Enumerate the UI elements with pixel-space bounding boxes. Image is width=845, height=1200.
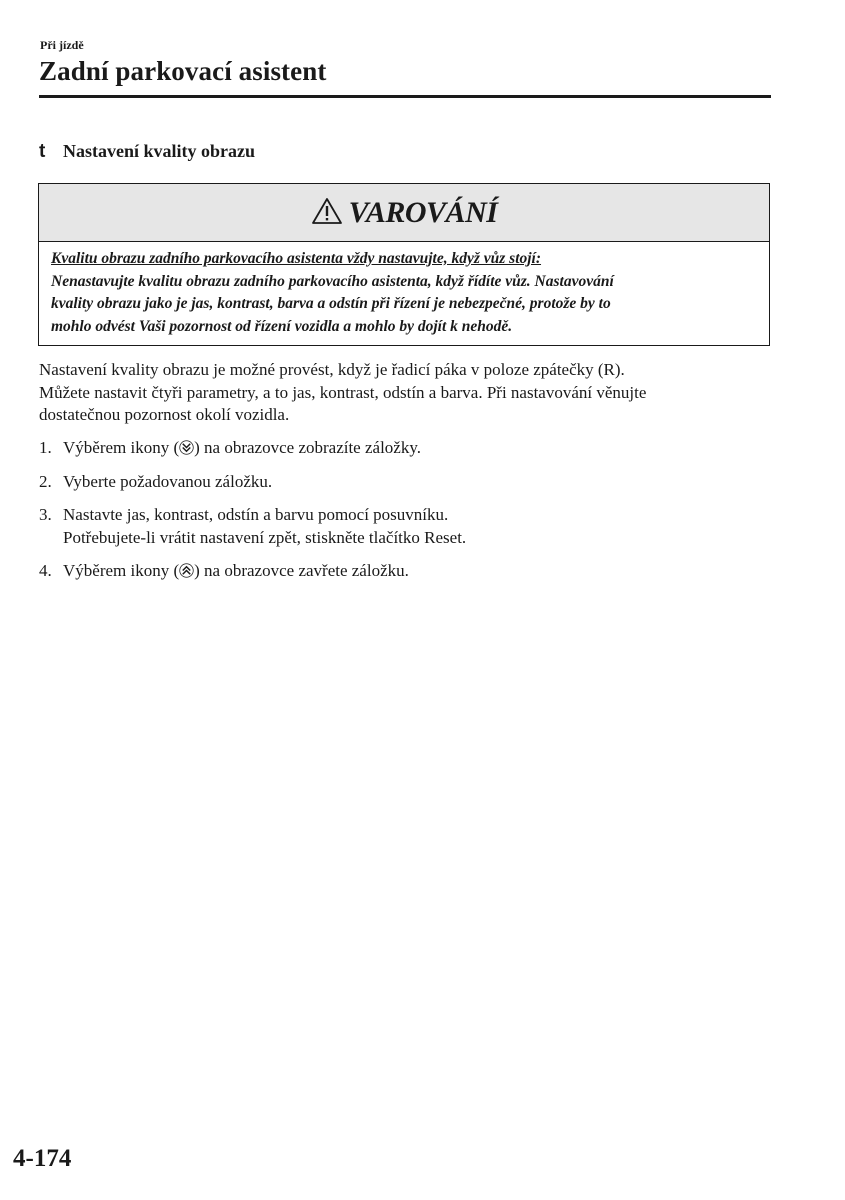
step-number: 2. <box>39 471 52 491</box>
warning-box <box>38 183 770 346</box>
warning-body <box>39 242 769 338</box>
step-item <box>39 560 779 583</box>
section-label: Při jízdě <box>40 38 84 52</box>
warning-header <box>39 184 769 242</box>
warning-line: kvality obrazu jako je jas, kontrast, barva a odstín při řízení je nebezpečné, protože by to <box>51 295 611 312</box>
step-item <box>39 437 779 460</box>
double-chevron-down-icon <box>179 438 194 457</box>
step-line: Potřebujete-li vrátit nastavení zpět, stiskněte tlačítko Reset. <box>63 527 467 547</box>
step-text: Vyberte požadovanou záložku. <box>63 471 273 491</box>
step-text <box>63 437 779 460</box>
steps-list <box>39 437 779 594</box>
step-text <box>63 560 779 583</box>
step-text <box>63 504 779 549</box>
step-text-after: ) na obrazovce zavřete záložku. <box>194 561 409 580</box>
warning-triangle-icon <box>311 195 349 230</box>
subheading-bullet: t <box>39 141 46 162</box>
body-paragraph <box>39 359 779 427</box>
warning-line: mohlo odvést Vaši pozornost od řízení vozidla a mohlo by dojít k nehodě. <box>51 317 513 335</box>
subheading-text: Nastavení kvality obrazu <box>63 141 256 161</box>
step-number: 1. <box>39 438 52 457</box>
page-title: Zadní parkovací asistent <box>39 56 327 86</box>
title-divider <box>39 95 771 98</box>
body-line: Můžete nastavit čtyři parametry, a to jas, kontrast, odstín a barva. Při nastavování věnujte <box>39 382 647 402</box>
step-text-before: Výběrem ikony ( <box>63 561 180 580</box>
step-item <box>39 504 779 549</box>
warning-title: VAROVÁNÍ <box>348 195 498 229</box>
step-number: 3. <box>39 505 52 524</box>
step-number: 4. <box>39 561 52 580</box>
warning-lead: Kvalitu obrazu zadního parkovacího asistenta vždy nastavujte, když vůz stojí: <box>51 250 542 267</box>
warning-line: Nenastavujte kvalitu obrazu zadního parkovacího asistenta, když řídíte vůz. Nastavování <box>51 272 614 290</box>
step-item <box>39 471 779 494</box>
subheading <box>39 141 255 163</box>
page-number: 4-174 <box>13 1145 72 1172</box>
step-text-before: Výběrem ikony ( <box>63 438 180 457</box>
double-chevron-up-icon <box>179 561 194 580</box>
body-line: dostatečnou pozornost okolí vozidla. <box>39 405 290 424</box>
step-line: Nastavte jas, kontrast, odstín a barvu pomocí posuvníku. <box>63 505 449 524</box>
step-text-after: ) na obrazovce zobrazíte záložky. <box>194 438 421 457</box>
body-line: Nastavení kvality obrazu je možné provést, když je řadicí páka v poloze zpátečky (R). <box>39 360 625 379</box>
